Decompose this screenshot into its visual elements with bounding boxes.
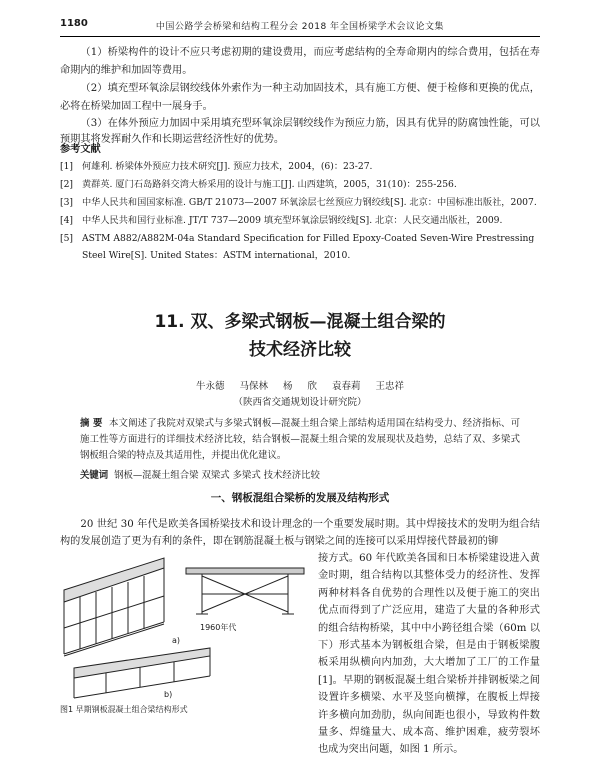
references-list — [60, 158, 540, 265]
abstract-text: 本文阐述了我院对双梁式与多梁式钢板—混凝土组合梁上部结构适用国在结构受力、经济指标、可施工性等方面进行的详细技术经济比较，结合钢板—混凝土组合梁的发展现状及趋势，总结了双、多梁式钢板组合梁的特点及其适用性，并提出优化建议。 — [80, 418, 520, 461]
reference-item: [3] 中华人民共和国国家标准. GB/T 21073—2007 环氧涂层七丝预应力钢绞线[S]. 北京：中国标准出版社，2007. — [60, 197, 537, 208]
keywords — [80, 467, 520, 481]
conference-title: 中国公路学会桥梁和结构工程分会 2018 年全国桥梁学术会议论文集 — [155, 22, 445, 32]
chapter-title-line-2: 技术经济比较 — [249, 340, 351, 360]
reference-item: [2] 黄群英. 厦门石岛路斜交湾大桥采用的设计与施工[J]. 山西建筑，2005，31(10)：255-256. — [60, 179, 457, 190]
figure-label-b: b) — [164, 690, 173, 699]
girder-elevation-b — [74, 648, 210, 698]
running-header — [60, 18, 540, 34]
abstract-label: 摘 要 — [80, 418, 103, 429]
reference-item: [1] 何雄利. 桥梁体外预应力技术研究[J]. 预应力技术，2004，(6)：23-27. — [60, 161, 373, 172]
keywords-text: 钢板—混凝土组合梁 双梁式 多梁式 技术经济比较 — [114, 470, 320, 481]
keywords-label: 关键词 — [80, 470, 109, 481]
references-title: 参考文献 — [60, 144, 101, 155]
figure-1 — [60, 552, 312, 712]
figure-label-a: a) — [172, 636, 181, 645]
conclusion-item-1: （1）桥梁构件的设计不应只考虑初期的建设费用，而应考虑结构的全寿命期内的综合费用，包括在寿命期内的维护和加固等费用。 — [60, 47, 540, 76]
girder-cross-section — [186, 568, 304, 614]
page-number: 1180 — [60, 18, 88, 29]
affiliation: （陕西省交通规划设计研究院） — [233, 397, 367, 408]
reference-item: [5] ASTM A882/A882M-04a Standard Specification for Filled Epoxy-Coated Seven-Wire Prestressing Steel Wire[S]. United States：ASTM international，2010. — [60, 233, 535, 261]
figure-caption: 图1 早期钢板混凝土组合梁结构形式 — [60, 705, 188, 714]
header-rule — [60, 36, 540, 37]
conclusion-item-2: （2）填充型环氧涂层钢绞线体外索作为一种主动加固技术，具有施工方便、便于检修和更换的优点，必将在桥梁加固工程中一展身手。 — [60, 83, 540, 112]
chapter-title-line-1: 11. 双、多梁式钢板—混凝土组合梁的 — [154, 312, 446, 332]
body-right-column: 接方式。60 年代欧美各国和日本桥梁建设进入黄金时期，组合结构以其整体受力的经济性、发挥两种材料各自优势的合理性以及便于施工的突出优点而得到了广泛应用，建造了大量的各种形式的组合结构桥梁，其中中小跨径组合梁（60m 以下）形式基本为钢板组合梁，但是由于钢板梁腹板采用纵横向内加劲，大大增加了工厂的工作量[1]。早期的钢板混凝土组合梁桥并排钢板梁之间设置许多横梁、水平及竖向横撑，在腹板上焊接许多横向加劲肋，纵向间距也很小，导致构件数量多、焊缝量大、成本高、维护困难，疲劳裂坏也成为突出问题，如图 1 所示。 — [318, 553, 540, 756]
reference-item: [4] 中华人民共和国行业标准. JT/T 737—2009 填充型环氧涂层钢绞线[S]. 北京：人民交通出版社，2009. — [60, 215, 503, 226]
conclusion-item-3: （3）在体外预应力加固中采用填充型环氧涂层钢绞线作为预应力筋，因具有优异的防腐蚀性能，可以预期其将发挥耐久作和长期运营经济性好的优势。 — [60, 118, 540, 145]
section-heading: 一、钢板混组合梁桥的发展及结构形式 — [210, 492, 390, 504]
girder-elevation-a — [64, 558, 164, 656]
abstract — [80, 416, 520, 464]
girder-drawing — [60, 552, 312, 702]
authors: 牛永德 马保林 杨 欣 袁春莉 王忠祥 — [195, 381, 405, 392]
chapter-title — [0, 308, 600, 364]
intro-paragraph: 20 世纪 30 年代是欧美各国桥梁技术和设计理念的一个重要发展时期。其中焊接技术的发明为组合结构的发展创造了更为有利的条件，即在钢筋混凝土板与钢梁之间的连接可以采用焊接代替最初的铆 — [60, 519, 540, 547]
figure-year-label: 1960年代 — [200, 623, 237, 632]
